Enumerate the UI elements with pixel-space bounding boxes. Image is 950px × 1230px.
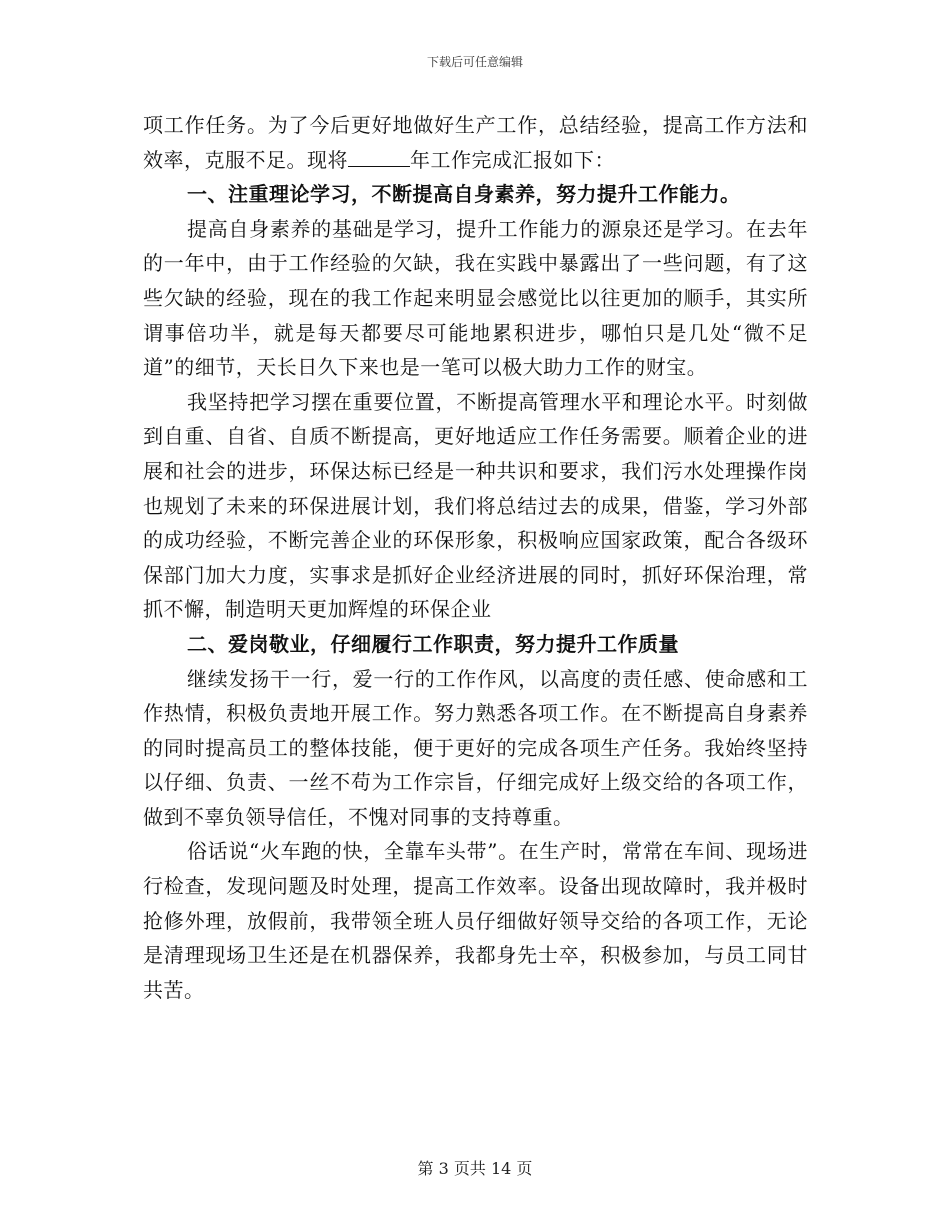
section2-paragraph-2: 俗话说“火车跑的快，全靠车头带”。在生产时，常常在车间、现场进行检查，发现问题及时处理，提高工作效率。设备出现故障时，我并极时抢修外理，放假前，我带领全班人员仔细做好领导交给的各项工作，无论是清理现场卫生还是在机器保养，我都身先士卒，积极参加，与员工同甘共苦。 xyxy=(143,839,808,1002)
intro-text: 项工作任务。为了今后更好地做好生产工作，总结经验，提高工作方法和效率，克服不足。现将 xyxy=(143,113,808,172)
document-body xyxy=(143,108,808,1007)
section2-paragraph-1: 继续发扬干一行，爱一行的工作作风，以高度的责任感、使命感和工作热情，积极负责地开展工作。努力熟悉各项工作。在不断提高自身素养的同时提高员工的整体技能，便于更好的完成各项生产任务。我始终坚持以仔细、负责、一丝不苟为工作宗旨，仔细完成好上级交给的各项工作，做到不辜负领导信任，不愧对同事的支持尊重。 xyxy=(143,666,808,829)
year-blank xyxy=(348,165,410,167)
section2-heading: 二、爱岗敬业，仔细履行工作职责，努力提升工作质量 xyxy=(187,631,679,656)
section1-paragraph-2: 我坚持把学习摆在重要位置，不断提高管理水平和理论水平。时刻做到自重、自省、自质不断提高，更好地适应工作任务需要。顺着企业的进展和社会的进步，环保达标已经是一种共识和要求，我们污水处理操作岗也规划了未来的环保进展计划，我们将总结过去的成果，借鉴，学习外部的成功经验，不断完善企业的环保形象，积极响应国家政策，配合各级环保部门加大力度，实事求是抓好企业经济进展的同时，抓好环保治理，常抓不懈，制造明天更加辉煌的环保企业 xyxy=(143,389,808,622)
section1-paragraph-1: 提高自身素养的基础是学习，提升工作能力的源泉还是学习。在去年的一年中，由于工作经验的欠缺，我在实践中暴露出了一些问题，有了这些欠缺的经验，现在的我工作起来明显会感觉比以往更加的顺手，其实所谓事倍功半，就是每天都要尽可能地累积进步，哪怕只是几处“微不足道”的细节，天长日久下来也是一笔可以极大助力工作的财宝。 xyxy=(143,216,808,380)
section1-heading: 一、注重理论学习，不断提高自身素养，努力提升工作能力。 xyxy=(187,182,741,207)
intro-text-tail: 年工作完成汇报如下： xyxy=(410,147,615,172)
intro-paragraph xyxy=(143,108,808,177)
page-number: 第 3 页共 14 页 xyxy=(417,1159,533,1178)
page-header: 下载后可任意编辑 xyxy=(426,55,523,69)
